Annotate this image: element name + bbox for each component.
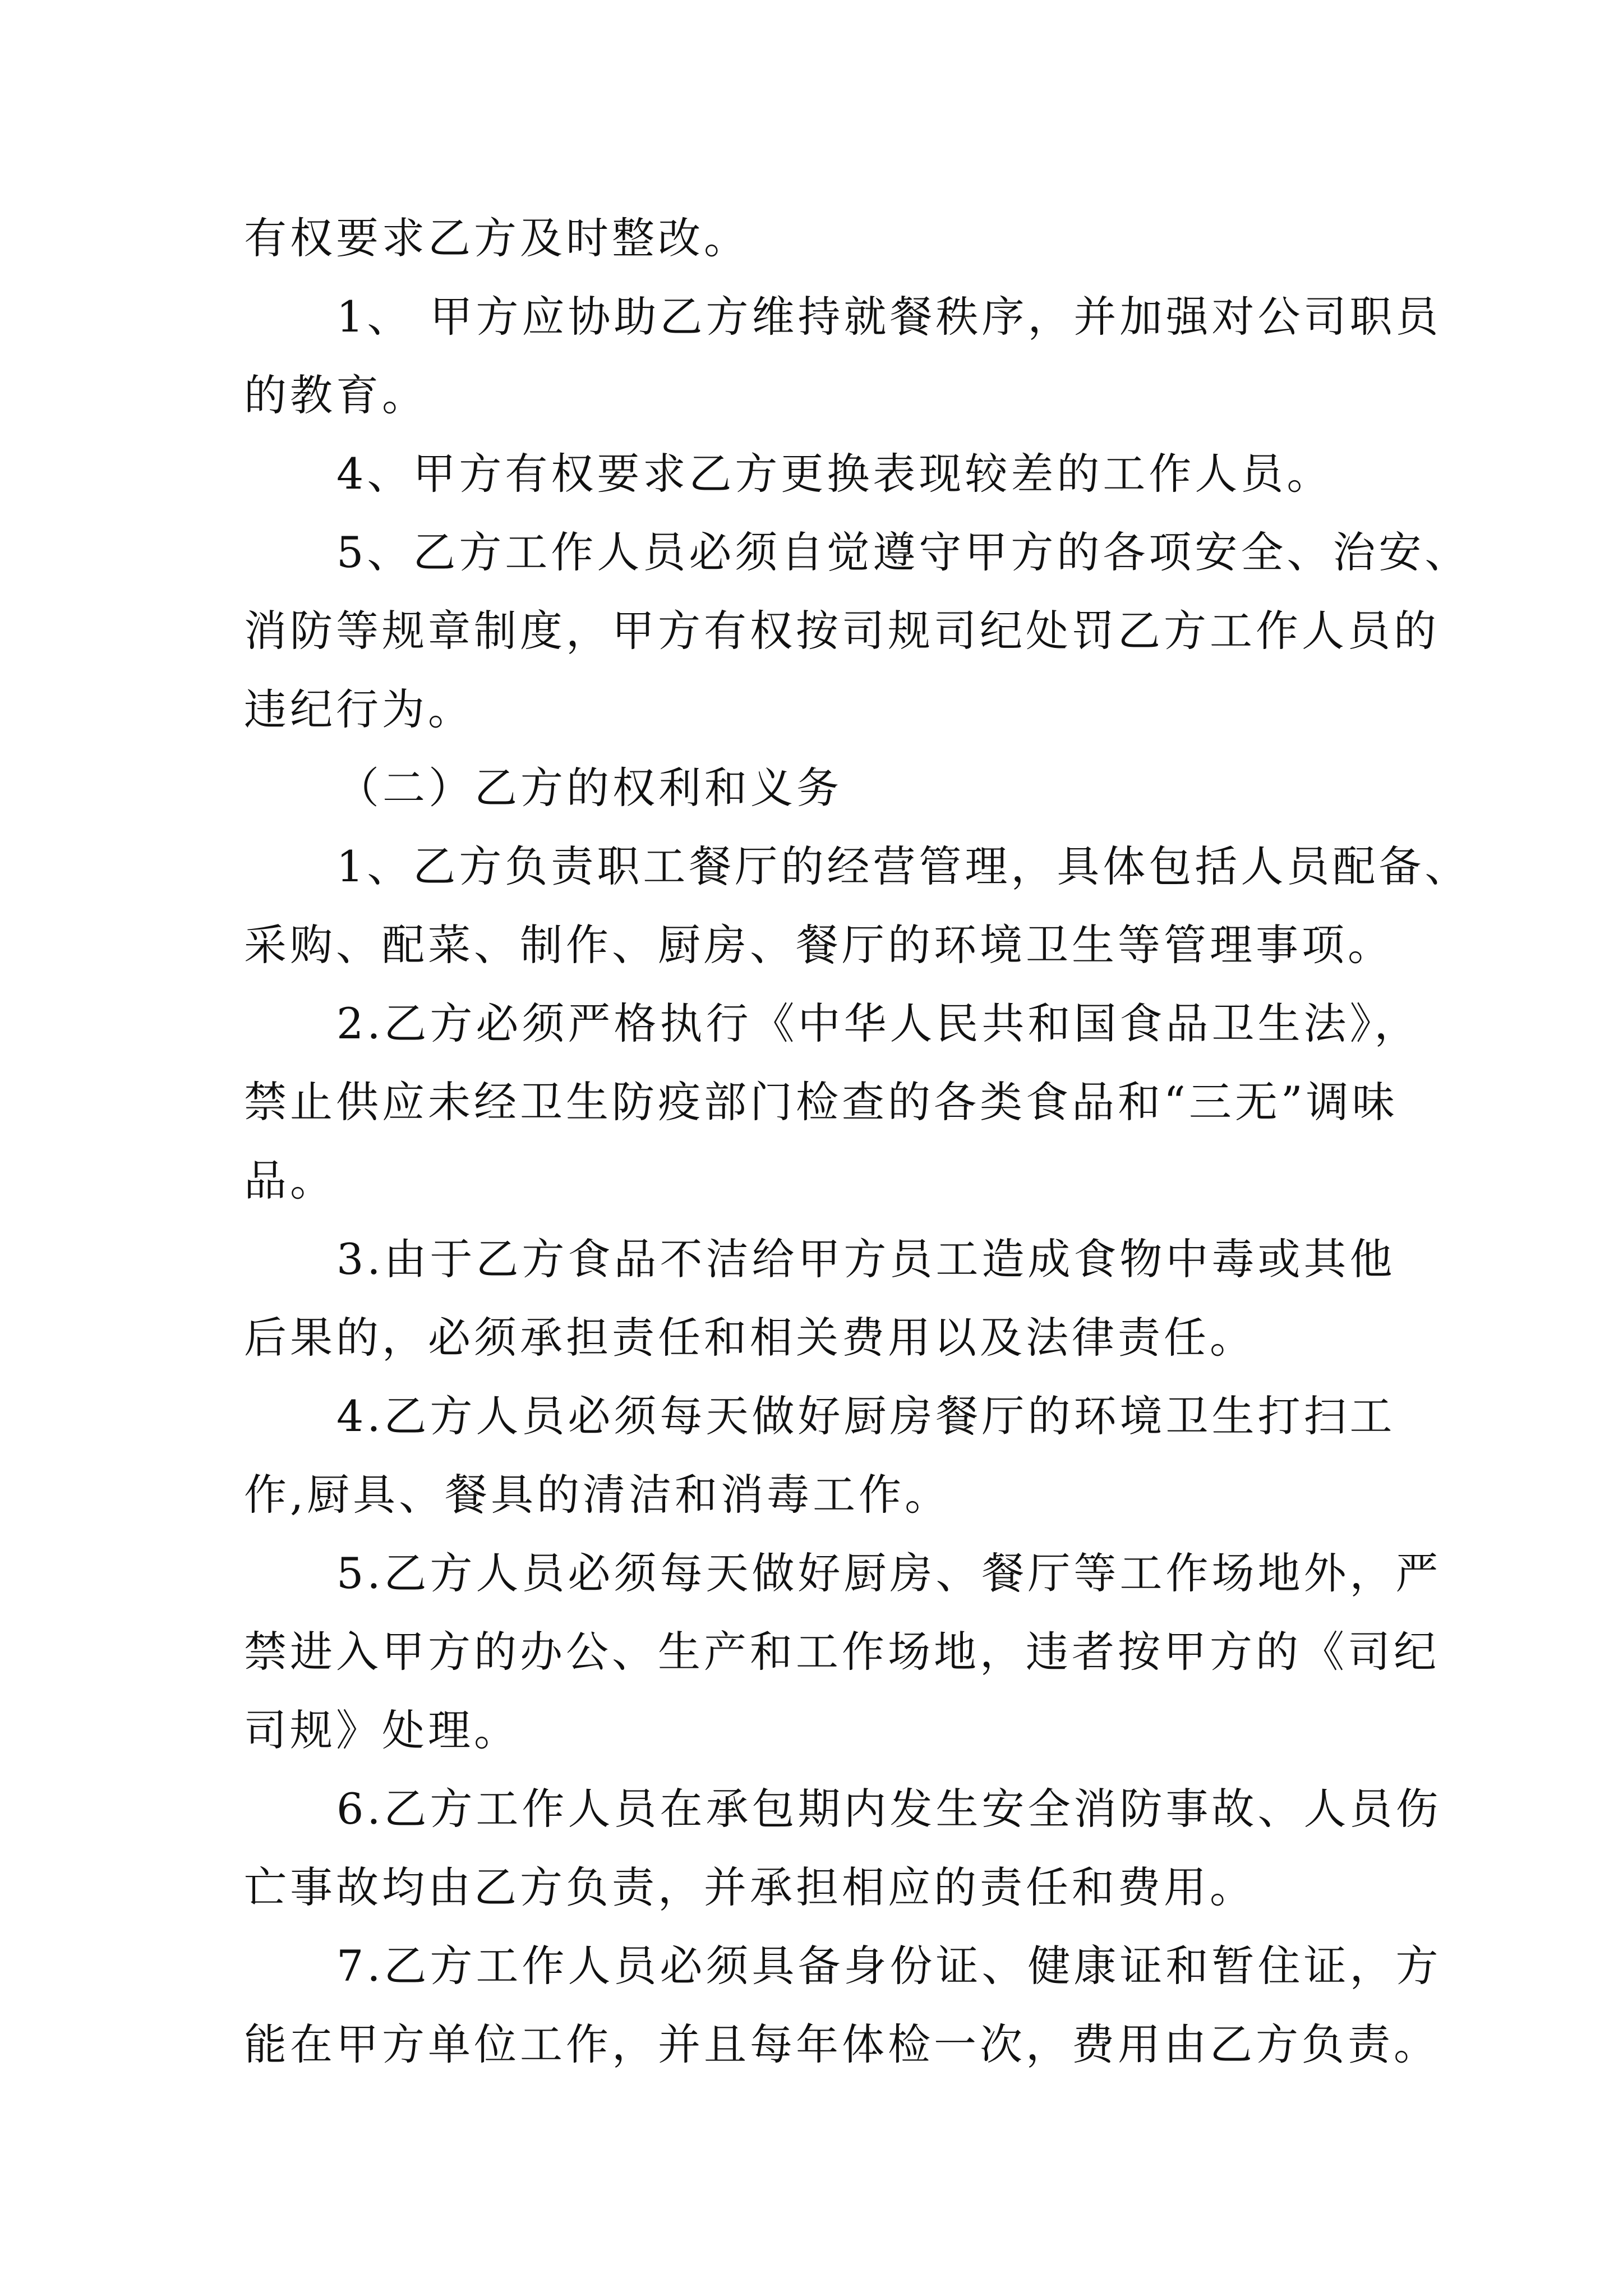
text-line: 后果的，必须承担责任和相关费用以及法律责任。 <box>244 1313 1256 1363</box>
text-line: 采购、配菜、制作、厨房、餐厅的环境卫生等管理事项。 <box>244 920 1394 970</box>
text-line: 禁进入甲方的办公、生产和工作场地，违者按甲方的《司纪 <box>244 1627 1440 1677</box>
text-line: 1、乙方负责职工餐厅的经营管理，具体包括人员配备、 <box>336 841 1471 891</box>
text-line: 禁止供应未经卫生防疫部门检查的各类食品和“三无”调味 <box>244 1077 1398 1127</box>
text-line: 1、 甲方应协助乙方维持就餐秩序，并加强对公司职员 <box>336 292 1442 342</box>
text-line: 品。 <box>244 1156 336 1205</box>
text-line: 6.乙方工作人员在承包期内发生安全消防事故、人员伤 <box>336 1784 1442 1834</box>
text-line: 作,厨具、餐具的清洁和消毒工作。 <box>244 1470 951 1520</box>
text-line: 司规》处理。 <box>244 1705 520 1755</box>
text-line: 7.乙方工作人员必须具备身份证、健康证和暂住证，方 <box>336 1941 1442 1991</box>
section-heading: （二）乙方的权利和义务 <box>336 763 842 813</box>
text-line: 3.由于乙方食品不洁给甲方员工造成食物中毒或其他 <box>336 1234 1396 1284</box>
text-line: 消防等规章制度，甲方有权按司规司纪处罚乙方工作人员的 <box>244 606 1440 656</box>
text-line: 违纪行为。 <box>244 684 474 734</box>
text-line: 的教育。 <box>244 370 428 420</box>
text-line: 5.乙方人员必须每天做好厨房、餐厅等工作场地外，严 <box>336 1548 1442 1598</box>
text-line: 4.乙方人员必须每天做好厨房餐厅的环境卫生打扫工 <box>336 1391 1396 1441</box>
text-line: 能在甲方单位工作，并且每年体检一次，费用由乙方负责。 <box>244 2019 1440 2069</box>
text-line: 5、乙方工作人员必须自觉遵守甲方的各项安全、治安、 <box>336 527 1471 577</box>
text-line: 4、甲方有权要求乙方更换表现较差的工作人员。 <box>336 449 1333 499</box>
text-line: 有权要求乙方及时整改。 <box>244 213 750 263</box>
text-line: 2.乙方必须严格执行《中华人民共和国食品卫生法》， <box>336 999 1421 1048</box>
text-line: 亡事故均由乙方负责，并承担相应的责任和费用。 <box>244 1862 1256 1912</box>
